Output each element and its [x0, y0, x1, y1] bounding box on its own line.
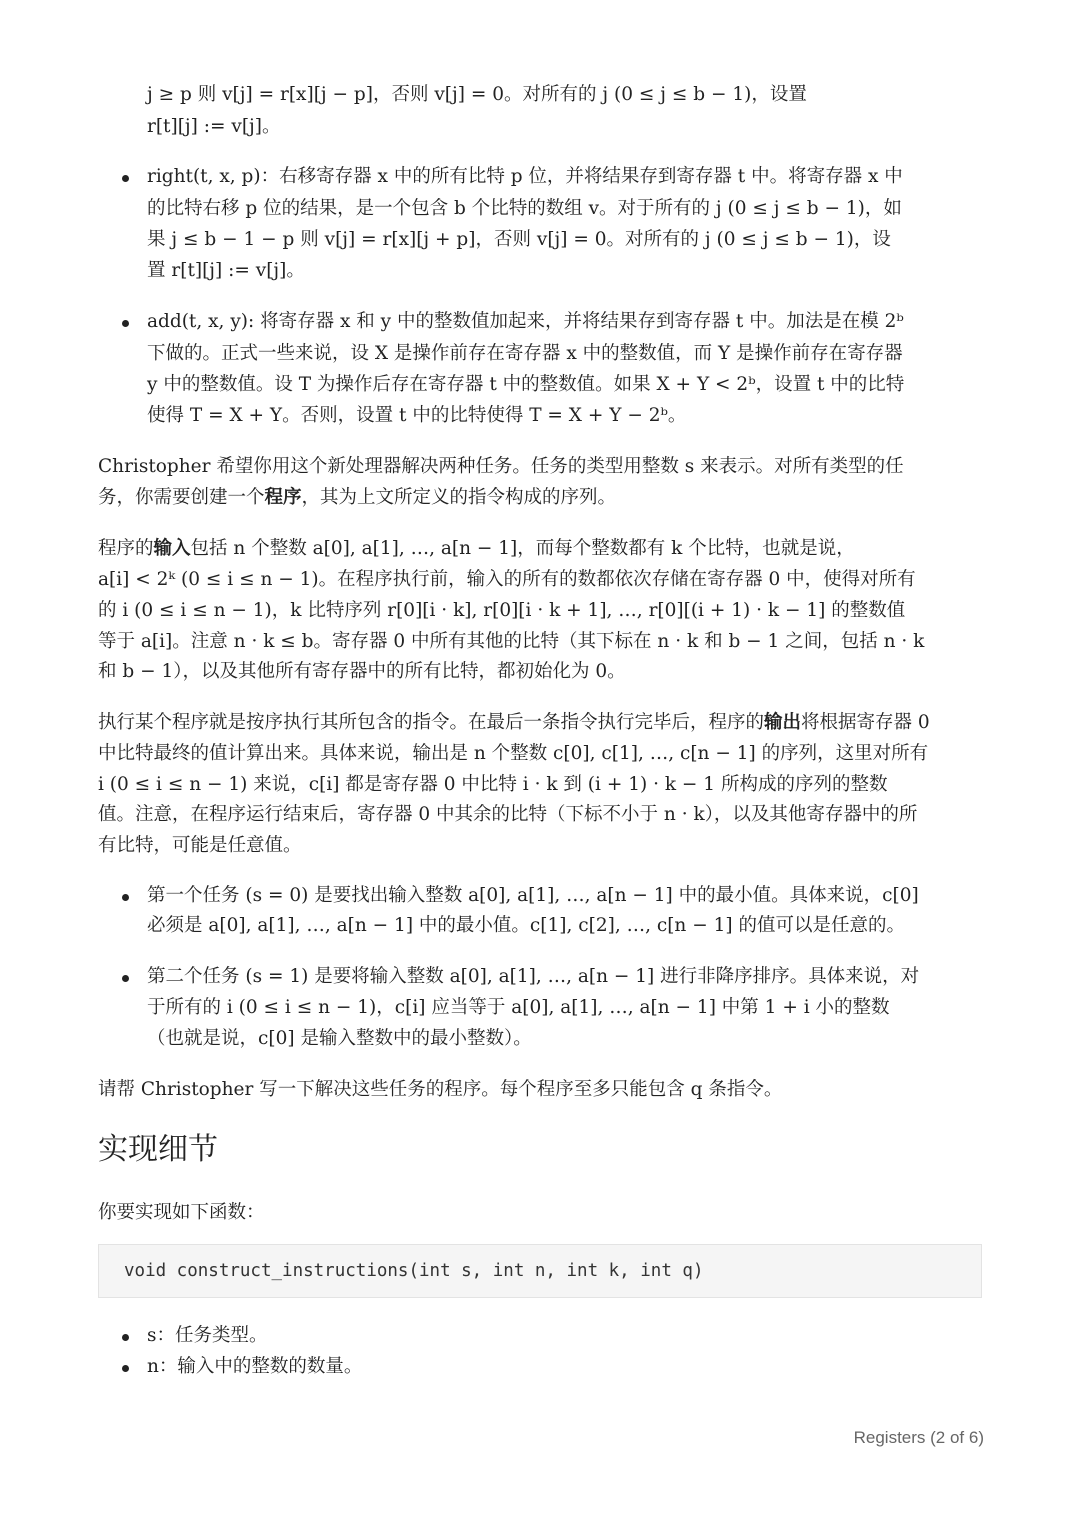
bullet-dot	[122, 975, 129, 982]
param-s: s：任务类型。	[147, 1325, 268, 1346]
output-paragraph-line: i (0 ≤ i ≤ n − 1) 来说，c[i] 都是寄存器 0 中比特 i · k 到 (i + 1) · k − 1 所构成的序列的整数	[98, 774, 888, 795]
input-paragraph-line: 等于 a[i]。注意 n · k ≤ b。寄存器 0 中所有其他的比特（其下标在 n · k 和 b − 1 之间，包括 n · k	[98, 631, 925, 652]
input-paragraph-line: 程序的输入包括 n 个整数 a[0], a[1], …, a[n − 1]，而每个整数都有 k 个比特，也就是说，	[98, 538, 855, 559]
input-paragraph-line: a[i] < 2ᵏ (0 ≤ i ≤ n − 1)。在程序执行前，输入的所有的数都依次存储在寄存器 0 中，使得对所有	[98, 569, 916, 590]
output-paragraph-line: 值。注意，在程序运行结束后，寄存器 0 中其余的比特（下标不小于 n · k），以及其他寄存器中的所	[98, 804, 918, 825]
output-paragraph-line: 执行某个程序就是按序执行其所包含的指令。在最后一条指令执行完毕后，程序的输出将根据寄存器 0	[98, 712, 930, 733]
right-def-line: 果 j ≤ b − 1 − p 则 v[j] = r[x][j + p]，否则 v[j] = 0。对所有的 j (0 ≤ j ≤ b − 1)，设	[147, 229, 891, 250]
bullet-dot	[122, 894, 129, 901]
implement-intro: 你要实现如下函数：	[98, 1202, 265, 1223]
param-n: n：输入中的整数的数量。	[147, 1356, 363, 1377]
function-signature: void construct_instructions(int s, int n, int k, int q)	[124, 1261, 704, 1281]
add-def-line: 下做的。正式一些来说，设 X 是操作前存在寄存器 x 中的整数值，而 Y 是操作前存在寄存器	[147, 343, 903, 364]
output-paragraph-line: 有比特，可能是任意值。	[98, 835, 302, 856]
task-two-line: （也就是说，c[0] 是输入整数中的最小整数）。	[147, 1028, 532, 1049]
bold-term: 程序	[264, 487, 302, 508]
code-block	[98, 1244, 982, 1298]
help-paragraph: 请帮 Christopher 写一下解决这些任务的程序。每个程序至多只能包含 q 条指令。	[98, 1079, 783, 1100]
task-two-line: 于所有的 i (0 ≤ i ≤ n − 1)，c[i] 应当等于 a[0], a[1], …, a[n − 1] 中第 1 + i 小的整数	[147, 997, 890, 1018]
right-def-line: 置 r[t][j] := v[j]。	[147, 260, 305, 281]
input-paragraph-line: 和 b − 1），以及其他所有寄存器中的所有比特，都初始化为 0。	[98, 661, 626, 682]
input-paragraph-line: 的 i (0 ≤ i ≤ n − 1)，k 比特序列 r[0][i · k], r[0][i · k + 1], …, r[0][(i + 1) · k − 1] 的整数值	[98, 600, 906, 621]
output-paragraph-line: 中比特最终的值计算出来。具体来说，输出是 n 个整数 c[0], c[1], …, c[n − 1] 的序列，这里对所有	[98, 743, 929, 764]
bullet-dot	[122, 1334, 129, 1341]
add-def-line: 使得 T = X + Y。否则，设置 t 中的比特使得 T = X + Y − 2ᵇ。	[147, 405, 687, 426]
add-def-line: add(t, x, y): 将寄存器 x 和 y 中的整数值加起来，并将结果存到寄存器 t 中。加法是在模 2ᵇ	[147, 311, 904, 332]
bold-term: 输出	[764, 712, 802, 733]
page-footer: Registers (2 of 6)	[853, 1428, 984, 1447]
section-heading: 实现细节	[98, 1132, 218, 1167]
bullet-dot	[122, 320, 129, 327]
bold-term: 输入	[153, 538, 191, 559]
intro-paragraph-line: Christopher 希望你用这个新处理器解决两种任务。任务的类型用整数 s 来表示。对所有类型的任	[98, 456, 904, 477]
bullet-dot	[122, 175, 129, 182]
bullet-dot	[122, 1365, 129, 1372]
task-one-line: 第一个任务 (s = 0) 是要找出输入整数 a[0], a[1], …, a[n − 1] 中的最小值。具体来说，c[0]	[147, 885, 919, 906]
task-two-line: 第二个任务 (s = 1) 是要将输入整数 a[0], a[1], …, a[n − 1] 进行非降序排序。具体来说，对	[147, 966, 920, 987]
intro-paragraph-line: 务，你需要创建一个程序，其为上文所定义的指令构成的序列。	[98, 487, 617, 508]
right-def-line: right(t, x, p)：右移寄存器 x 中的所有比特 p 位，并将结果存到寄存器 t 中。将寄存器 x 中	[147, 166, 903, 187]
task-one-line: 必须是 a[0], a[1], …, a[n − 1] 中的最小值。c[1], c[2], …, c[n − 1] 的值可以是任意的。	[147, 915, 905, 936]
right-def-line: 的比特右移 p 位的结果，是一个包含 b 个比特的数组 v。对于所有的 j (0 ≤ j ≤ b − 1)，如	[147, 198, 902, 219]
left-def-line: j ≥ p 则 v[j] = r[x][j − p]，否则 v[j] = 0。对所有的 j (0 ≤ j ≤ b − 1)，设置	[147, 84, 807, 105]
left-def-line: r[t][j] := v[j]。	[147, 116, 281, 137]
add-def-line: y 中的整数值。设 T 为操作后存在寄存器 t 中的整数值。如果 X + Y < 2ᵇ，设置 t 中的比特	[147, 374, 905, 395]
